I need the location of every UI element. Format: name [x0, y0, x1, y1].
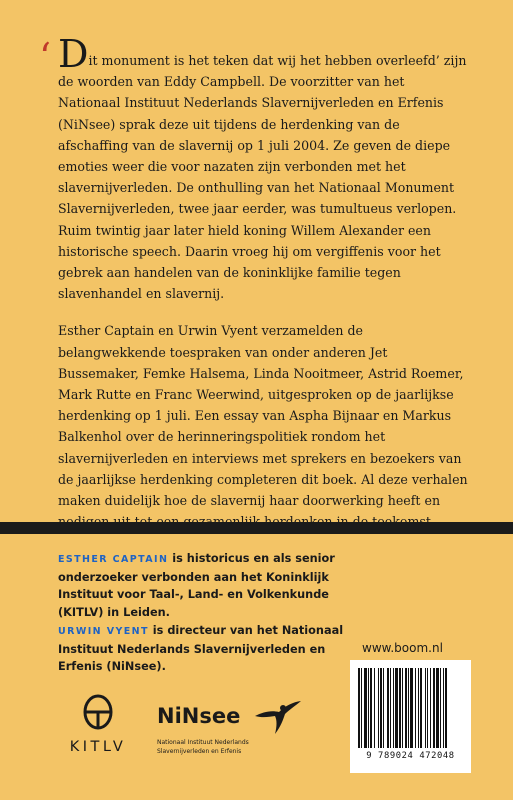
publisher-website: www.boom.nl — [362, 641, 443, 655]
kitlv-emblem-icon — [81, 693, 115, 733]
drop-cap: D — [58, 32, 89, 76]
blurb-paragraph-1-text: it monument is het teken dat wij het hebben overleefd’ zijn de woorden van Eddy Campbell. De voorzitter van het Nationaal Instituut Nederlands Slavernijverleden en Erfenis (NiNsee) sprak deze uit tijdens de herdenking van de afschaffing van de slavernij op 1 juli 2004. Ze geven de diepe emoties weer die voor nazaten zijn verbonden met het slavernijverleden. De onthulling van het Nationaal Monument Slavernijverleden, twee jaar eerder, was tumultueus verlopen. Ruim twintig jaar later hield koning Willem Alexander een historische speech. Daarin vroeg hij om vergiffenis voor het gebrek aan handelen van de koninklijke familie tegen slavenhandel en slavernij. — [58, 53, 467, 302]
author-name: URWIN VYENT — [58, 626, 149, 637]
author-bio-text: is directeur van het Nationaal Instituut Nederlands Slavernijverleden en Erfenis (NiNsee). — [58, 624, 344, 674]
blurb-paragraph-2: Esther Captain en Urwin Vyent verzamelden de belangwekkende toespraken van onder anderen Jet Bussemaker, Femke Halsema, Linda Nooitmeer, Astrid Roemer, Mark Rutte en Franc Weerwind, uitgesproken op de jaarlijkse herdenking op 1 juli. Een essay van Aspha Bijnaar en Markus Balkenhol over de herinneringspolitiek rondom het slavernijverleden en interviews met sprekers en bezoekers van de jaarlijkse herdenking completeren dit boek. Al deze verhalen maken duidelijk hoe de slavernij haar doorwerking heeft en — [58, 323, 468, 509]
barcode-icon — [358, 668, 463, 748]
dancing-figure-icon — [253, 700, 303, 740]
author-bio-text: is historicus en als senior onderzoeker verbonden aan het Koninklijk Instituut voor Taal-, Land- en Volkenkunde (KITLV) in Leiden. — [58, 552, 335, 619]
ninsee-logo — [157, 702, 307, 772]
isbn-number: 9 789024 472048 — [366, 751, 455, 761]
author-bio-urwin-vyent — [58, 622, 368, 676]
divider-bar — [0, 522, 513, 534]
author-name: ESTHER CAPTAIN — [58, 554, 169, 565]
kitlv-wordmark: KITLV — [69, 739, 127, 755]
kitlv-logo — [58, 693, 138, 755]
ninsee-wordmark: NiNsee — [157, 704, 241, 728]
author-bio-esther-captain — [58, 550, 368, 621]
ninsee-subtitle: Nationaal Instituut Nederlands Slavernijverleden en Erfenis — [157, 739, 249, 755]
blurb-paragraph-1 — [39, 32, 468, 304]
isbn-barcode — [350, 660, 471, 773]
back-cover-blurb — [39, 32, 468, 532]
opening-quote-mark: ‘ — [39, 35, 52, 79]
